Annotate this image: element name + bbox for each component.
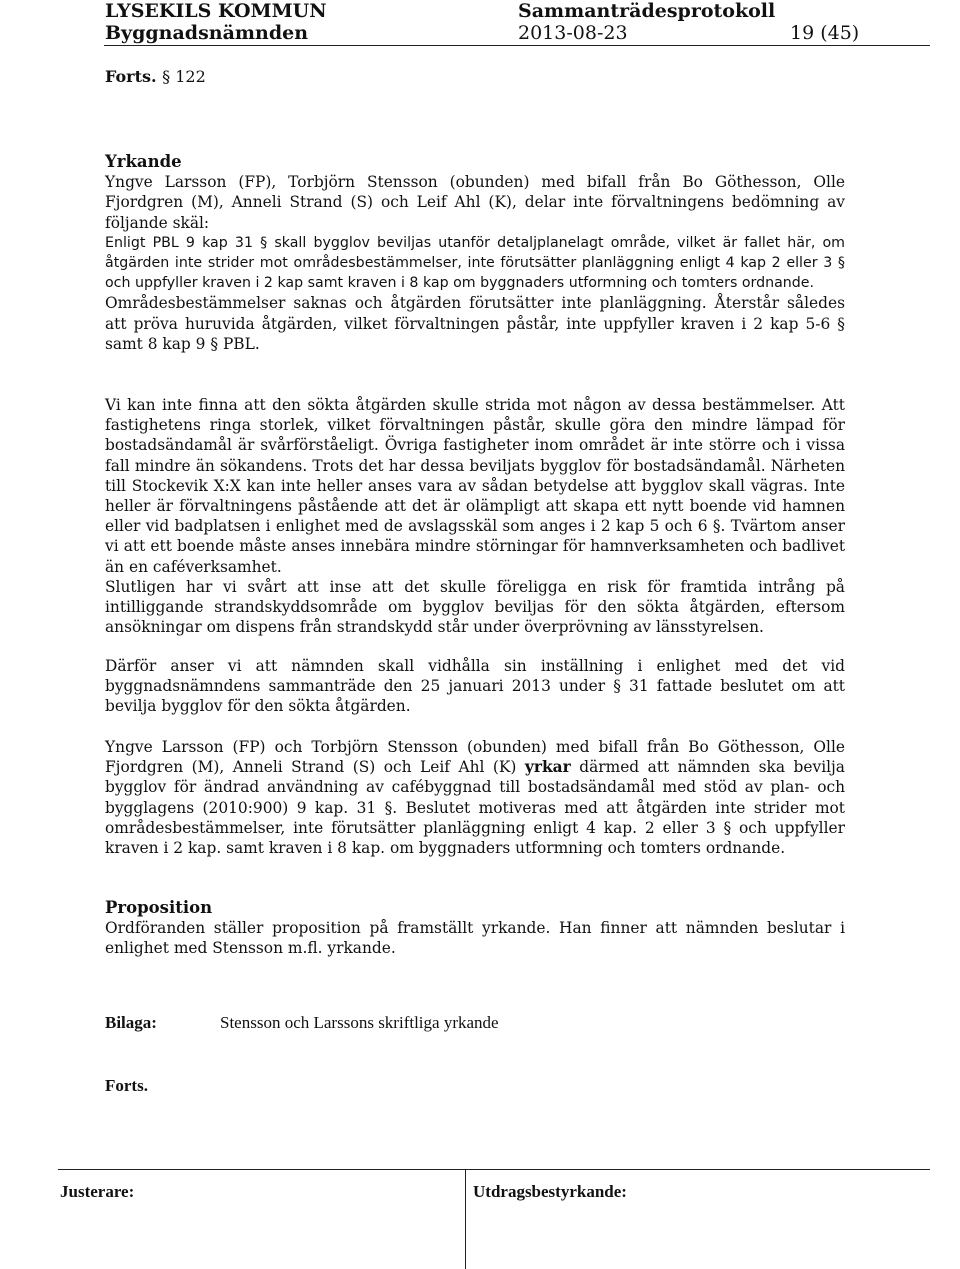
bilaga-value: Stensson och Larssons skriftliga yrkande	[220, 1013, 499, 1032]
yrkande-conclusion	[105, 656, 845, 717]
document-type: Sammanträdesprotokoll	[518, 0, 776, 22]
yrkande-paragraph-2: Vi kan inte finna att den sökta åtgärden skulle strida mot någon av dessa bestämmelser. Att fastighetens ringa storlek, vilket förvaltningen påstår, skulle göra den mindre lämpad för bostadsändamål är svårförståeligt. Övriga fastigheter inom området är inte större och i vissa fall mindre än sökandens. Trots det har dessa beviljats bygglov för bostadsändamål. Närheten till Stockevik X:X kan inte heller anses vara av sådan betydelse att bygglov skall vägras. Inte heller är förvaltningens påstående att det är olämpligt att skapa ett nytt boende vid hamnen eller vid badplatsen i enlighet med de avslagsskäl som anges i 2 kap 5 och 6 §. Tvärtom anser vi att ett boende måste anses innebära mindre störningar för hamnverksamheten och badlivet än en caféverksamhet.	[105, 396, 845, 576]
yrkande-motion	[105, 737, 845, 858]
yrkande-paragraph-5	[105, 737, 845, 858]
proposition-section	[105, 898, 845, 959]
yrkande-section	[105, 152, 845, 354]
pbl-quote: Enligt PBL 9 kap 31 § skall bygglov beviljas utanför detaljplanelagt område, vilket är fallet här, om åtgärden inte strider mot områdesbestämmelser, inte förutsätter planläggning enligt 4 kap 2 eller 3 § och uppfyller kraven i 2 kap samt kraven i 8 kap om byggnaders utformning och tomters ordnande.	[105, 234, 845, 292]
proposition-text: Ordföranden ställer proposition på framställt yrkande. Han finner att nämnden beslutar i enlighet med Stensson m.fl. yrkande.	[105, 919, 845, 958]
yrkande-paragraph-1: Områdesbestämmelser saknas och åtgärden förutsätter inte planläggning. Återstår således att pröva huruvida åtgärden, vilket förvaltningen påstår, inte uppfyller kraven i 2 kap 5-6 § samt 8 kap 9 § PBL.	[105, 294, 845, 353]
header-divider	[104, 45, 930, 46]
footer-divider	[58, 1169, 930, 1170]
yrkande-paragraph-3: Slutligen har vi svårt att inse att det skulle föreligga en risk för framtida intrång på intilliggande strandskyddsområde om bygglov beviljas för den sökta åtgärden, eftersom ansökningar om dispens från strandskydd står under överprövning av länsstyrelsen.	[105, 577, 845, 637]
board-name: Byggnadsnämnden	[105, 22, 309, 44]
motion-text-end: därmed att nämnden ska bevilja bygglov för ändrad användning av cafébyggnad till bostadsändamål med stöd av plan- och bygglagens (2010:900) 9 kap. 31 §. Beslutet motiveras med att åtgärden inte strider mot områdesbestämmelser, inte förutsätter planläggning enligt 4 kap. 2 eller 3 § och uppfyller kraven i 2 kap. samt kraven i 8 kap. om byggnaders utformning och tomters ordnande.	[105, 758, 845, 858]
yrkande-paragraph-4: Därför anser vi att nämnden skall vidhålla sin inställning i enlighet med det vid byggnadsnämndens sammanträde den 25 januari 2013 under § 31 fattade beslutet om att bevilja bygglov för den sökta åtgärden.	[105, 657, 845, 716]
continuation-footer: Forts.	[105, 1076, 148, 1095]
bilaga-label: Bilaga:	[105, 1013, 157, 1032]
meeting-date: 2013-08-23	[518, 22, 628, 44]
section-number: § 122	[162, 67, 206, 86]
page-number: 19 (45)	[790, 22, 860, 44]
yrkande-argument	[105, 395, 845, 637]
continuation-label: Forts.	[105, 67, 157, 86]
org-name: LYSEKILS KOMMUN	[105, 0, 327, 22]
motion-keyword: yrkar	[524, 758, 571, 777]
footer-column-divider	[465, 1169, 466, 1269]
yrkande-heading: Yrkande	[105, 152, 182, 171]
justerare-label: Justerare:	[60, 1182, 135, 1201]
utdragsbestyrkande-label: Utdragsbestyrkande:	[473, 1182, 627, 1201]
proposition-heading: Proposition	[105, 898, 213, 917]
yrkande-intro: Yngve Larsson (FP), Torbjörn Stensson (obunden) med bifall från Bo Göthesson, Olle Fjordgren (M), Anneli Strand (S) och Leif Ahl (K), delar inte förvaltningens bedömning av följande skäl:	[105, 173, 845, 232]
continuation-marker	[105, 67, 206, 86]
motion-text-start: Yngve Larsson (FP) och Torbjörn Stensson (obunden) med bifall från Bo Göthesson, Olle Fjordgren (M), Anneli Strand (S) och Leif Ahl (K)	[105, 738, 845, 777]
